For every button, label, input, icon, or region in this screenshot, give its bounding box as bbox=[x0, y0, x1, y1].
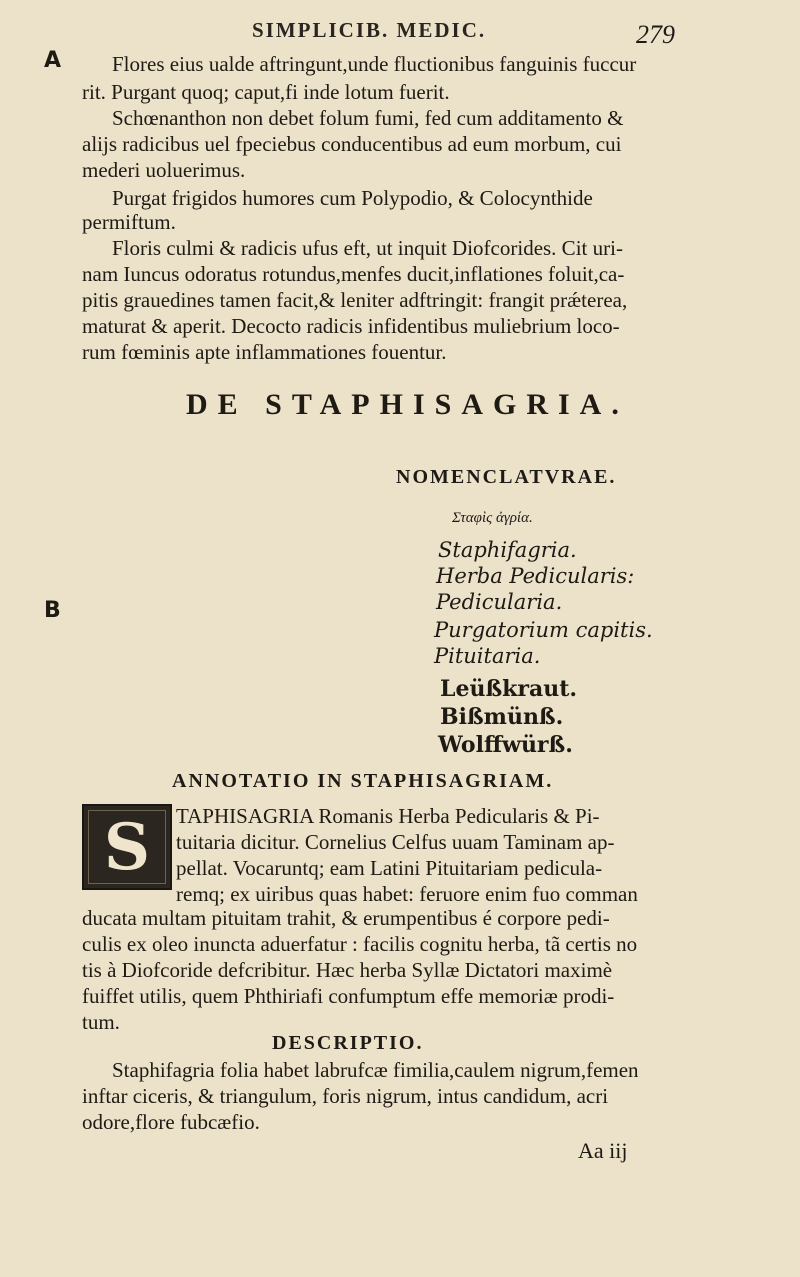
text-line: mederi uoluerimus. bbox=[82, 158, 246, 182]
latin-name: Staphifagria. bbox=[438, 538, 577, 562]
initial-letter: S bbox=[103, 809, 151, 885]
german-name: Bißmünß. bbox=[440, 704, 564, 730]
nomenclature-heading: NOMENCLATVRAE. bbox=[396, 466, 617, 488]
text-line: ducata multam pituitam trahit, & erumpentibus é corpore pedi- bbox=[82, 906, 610, 930]
german-name: Leüßkraut. bbox=[440, 676, 578, 702]
margin-letter-b: B bbox=[44, 598, 61, 623]
text-line: remq; ex uiribus quas habet: feruore enim fuo comman bbox=[176, 882, 638, 906]
text-line: tis à Diofcoride defcribitur. Hæc herba Syllæ Dictatori maximè bbox=[82, 958, 613, 982]
german-name: Wolffwürß. bbox=[438, 732, 573, 758]
initial-border bbox=[88, 810, 166, 884]
annotatio-heading: ANNOTATIO IN STAPHISAGRIAM. bbox=[172, 770, 554, 792]
text-line: Purgat frigidos humores cum Polypodio, & Colocynthide bbox=[112, 186, 593, 210]
text-line: permiftum. bbox=[82, 210, 176, 234]
text-line: tuitaria dicitur. Cornelius Celfus uuam Taminam ap- bbox=[176, 830, 615, 854]
text-line: fuiffet utilis, quem Phthiriafi confumptum effe memoriæ prodi- bbox=[82, 984, 615, 1008]
decorated-initial bbox=[82, 804, 172, 890]
text-line: TAPHISAGRIA Romanis Herba Pedicularis & Pi- bbox=[176, 804, 600, 828]
text-line: alijs radicibus uel fpeciebus conducentibus ad eum morbum, cui bbox=[82, 132, 622, 156]
page-number: 279 bbox=[636, 20, 675, 49]
margin-letter-a: A bbox=[44, 48, 62, 73]
latin-name: Purgatorium capitis. bbox=[434, 618, 653, 642]
latin-name: Herba Pedicularis: bbox=[436, 564, 635, 588]
text-line: rum fœminis apte inflammationes fouentur. bbox=[82, 340, 447, 364]
text-line: maturat & aperit. Decocto radicis infidentibus muliebrium loco- bbox=[82, 314, 620, 338]
text-line: nam Iuncus odoratus rotundus,menfes ducit,inflationes foluit,ca- bbox=[82, 262, 625, 286]
running-header: SIMPLICIB. MEDIC. bbox=[252, 18, 487, 42]
descriptio-heading: DESCRIPTIO. bbox=[272, 1032, 424, 1054]
text-line: odore,flore fubcæfio. bbox=[82, 1110, 260, 1134]
text-line: rit. Purgant quoq; caput,fi inde lotum fuerit. bbox=[82, 80, 450, 104]
text-line: Floris culmi & radicis ufus eft, ut inquit Diofcorides. Cit uri- bbox=[112, 236, 623, 260]
signature-mark: Aa iij bbox=[578, 1138, 628, 1163]
text-line: Flores eius ualde aftringunt,unde fluctionibus fanguinis fuccur bbox=[112, 52, 637, 76]
text-line: inftar ciceris, & triangulum, foris nigrum, intus candidum, acri bbox=[82, 1084, 609, 1108]
greek-name: Σταφὶς ἀγρία. bbox=[452, 510, 533, 526]
text-line: pellat. Vocaruntq; eam Latini Pituitariam pedicula- bbox=[176, 856, 603, 880]
text-line: culis ex oleo inuncta aduerfatur : facilis cognitu herba, tã certis no bbox=[82, 932, 638, 956]
text-line: Staphifagria folia habet labrufcæ fimilia,caulem nigrum,femen bbox=[112, 1058, 639, 1082]
chapter-title: DE STAPHISAGRIA. bbox=[186, 388, 629, 421]
text-line: tum. bbox=[82, 1010, 120, 1034]
text-line: Schœnanthon non debet folum fumi, fed cum additamento & bbox=[112, 106, 624, 130]
latin-name: Pituitaria. bbox=[434, 644, 541, 668]
text-line: pitis grauedines tamen facit,& leniter adftringit: frangit prǽterea, bbox=[82, 288, 628, 312]
latin-name: Pedicularia. bbox=[436, 590, 563, 614]
